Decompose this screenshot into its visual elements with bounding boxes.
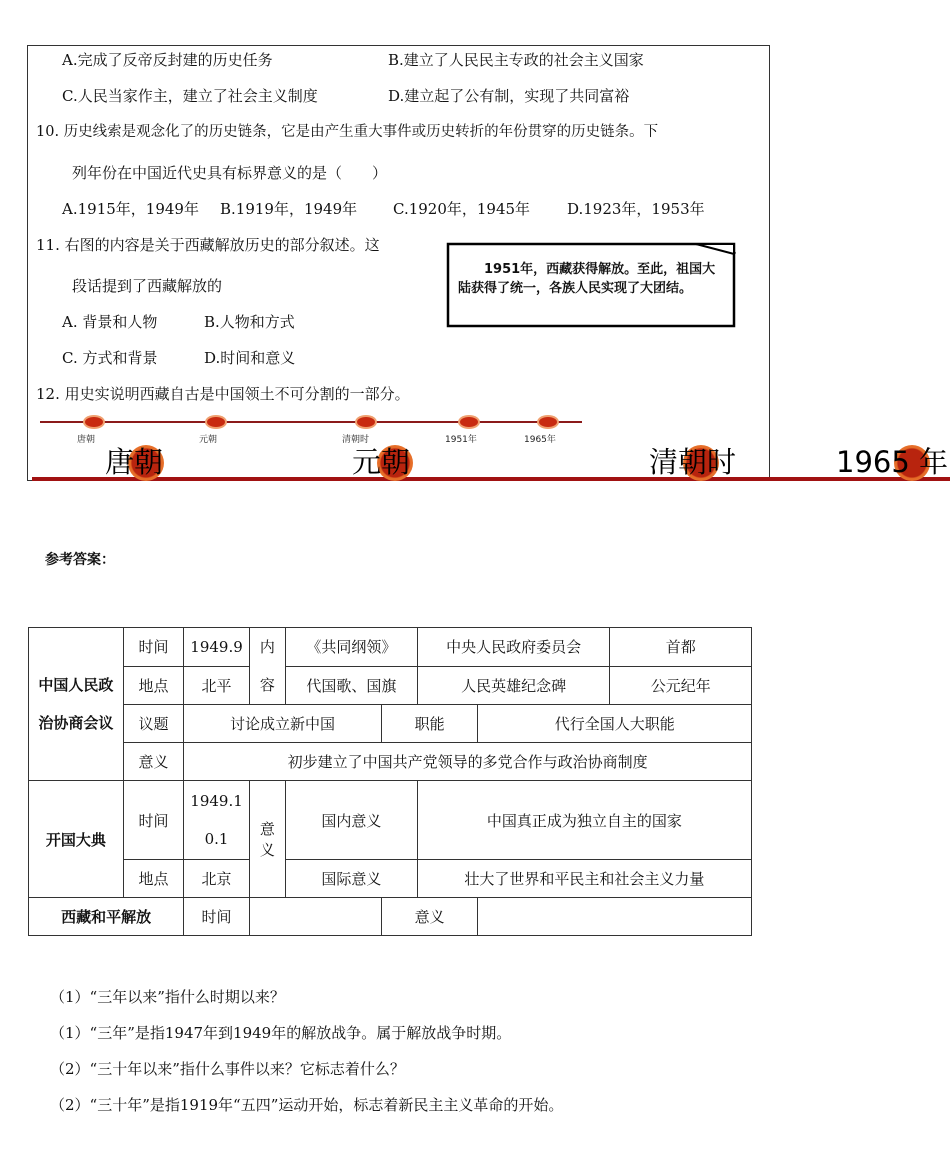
tibet-time-value	[249, 898, 381, 936]
q10-option-b: B.1919年，1949年	[220, 200, 358, 218]
q11-option-b: B.人物和方式	[204, 313, 295, 331]
capital-cell: 首都	[610, 628, 752, 667]
q9-option-a: A.完成了反帝反封建的历史任务	[62, 51, 273, 69]
q11-option-d: D.时间和意义	[204, 349, 296, 367]
q9-option-b: B.建立了人民民主专政的社会主义国家	[388, 51, 644, 69]
domestic-value: 中国真正成为独立自主的国家	[417, 781, 751, 860]
founding-meaning-label: 意义	[249, 781, 285, 898]
tibet-title: 西藏和平解放	[29, 898, 184, 936]
answer-line: （1）“三年”是指1947年到1949年的解放战争。属于解放战争时期。	[50, 1024, 512, 1042]
committee-cell: 中央人民政府委员会	[417, 628, 610, 667]
small-timeline-dot	[85, 417, 103, 427]
topic-value: 讨论成立新中国	[184, 705, 381, 743]
q10-option-d: D.1923年，1953年	[567, 200, 705, 218]
q9-option-d: D.建立起了公有制，实现了共同富裕	[388, 87, 630, 105]
time-label: 时间	[123, 628, 184, 667]
founding-time-value: 1949.10.1	[184, 781, 249, 860]
big-timeline-label: 清朝时	[649, 445, 737, 479]
small-timeline-label: 清朝时	[342, 435, 370, 445]
small-timeline-dot	[357, 417, 375, 427]
q11-stem-cont: 段话提到了西藏解放的	[72, 277, 223, 295]
tibet-meaning-value	[478, 898, 752, 936]
callout-text: 1951年，西藏获得解放。至此，祖国大陆获得了统一，各族人民实现了大团结。	[458, 262, 716, 296]
monument-cell: 人民英雄纪念碑	[417, 666, 610, 705]
gangling-cell: 《共同纲领》	[285, 628, 417, 667]
founding-title: 开国大典	[29, 781, 124, 898]
q10-option-a: A.1915年，1949年	[62, 200, 199, 218]
intl-value: 壮大了世界和平民主和社会主义力量	[417, 860, 751, 898]
q11-option-c: C. 方式和背景	[62, 349, 158, 367]
small-timeline-label: 1965年	[524, 435, 556, 445]
anthem-cell: 代国歌、国旗	[285, 666, 417, 705]
content-label: 内容	[249, 628, 285, 705]
q12-stem: 12. 用史实说明西藏自古是中国领土不可分割的一部分。	[36, 385, 410, 403]
q10-stem: 10. 历史线索是观念化了的历史链条，它是由产生重大事件或历史转折的年份贯穿的历史链条。下	[36, 124, 659, 140]
calendar-cell: 公元纪年	[610, 666, 752, 705]
big-timeline-label: 元朝	[352, 445, 411, 479]
answer-table	[28, 627, 752, 936]
big-timeline-label: 唐朝	[105, 445, 164, 479]
small-timeline-label: 1951年	[445, 435, 477, 445]
answer-line: （2）“三十年”是指1919年“五四”运动开始，标志着新民主主义革命的开始。	[50, 1096, 564, 1114]
big-timeline-label: 1965 年	[836, 445, 949, 479]
meaning-label: 意义	[123, 743, 184, 781]
small-timeline-label: 唐朝	[77, 435, 96, 445]
big-timeline-line	[32, 477, 950, 481]
founding-place-value: 北京	[184, 860, 249, 898]
time-value: 1949.9	[184, 628, 249, 667]
q11-stem: 11. 右图的内容是关于西藏解放历史的部分叙述。这	[36, 236, 380, 254]
meaning-value: 初步建立了中国共产党领导的多党合作与政治协商制度	[184, 743, 752, 781]
topic-label: 议题	[123, 705, 184, 743]
small-timeline-label: 元朝	[199, 435, 218, 445]
tibet-meaning-label: 意义	[381, 898, 478, 936]
place-value: 北平	[184, 666, 249, 705]
q11-option-a: A. 背景和人物	[62, 313, 158, 331]
cppcc-title: 中国人民政治协商会议	[29, 628, 124, 781]
founding-place-label: 地点	[123, 860, 184, 898]
q9-option-c: C.人民当家作主，建立了社会主义制度	[62, 87, 318, 105]
answer-heading: 参考答案：	[45, 552, 115, 568]
place-label: 地点	[123, 666, 184, 705]
small-timeline-line	[40, 421, 582, 423]
small-timeline-dot	[539, 417, 557, 427]
function-label: 职能	[381, 705, 478, 743]
founding-time-label: 时间	[123, 781, 184, 860]
answer-line: （1）“三年以来”指什么时期以来？	[50, 988, 285, 1006]
q10-stem-cont: 列年份在中国近代史具有标界意义的是（ ）	[72, 164, 388, 182]
small-timeline-dot	[460, 417, 478, 427]
domestic-label: 国内意义	[285, 781, 417, 860]
function-value: 代行全国人大职能	[478, 705, 752, 743]
tibet-time-label: 时间	[184, 898, 249, 936]
q10-option-c: C.1920年，1945年	[393, 200, 531, 218]
small-timeline-dot	[207, 417, 225, 427]
intl-label: 国际意义	[285, 860, 417, 898]
answer-line: （2）“三十年以来”指什么事件以来？它标志着什么？	[50, 1060, 405, 1078]
